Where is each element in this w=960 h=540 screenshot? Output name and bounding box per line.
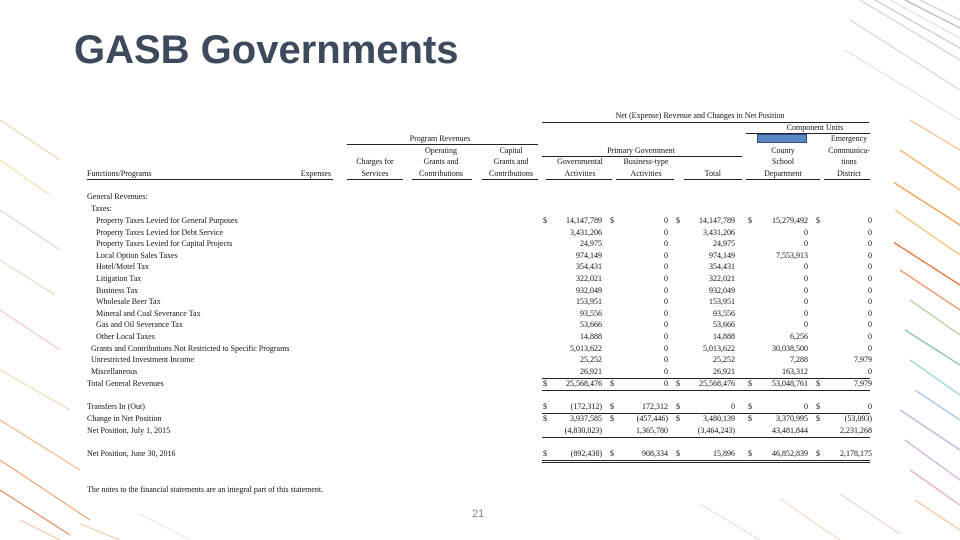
slide-title: GASB Governments (74, 28, 459, 72)
row-value-gov: 14,147,789 (566, 216, 602, 225)
row-value-emg: 0 (868, 239, 872, 249)
row-value-bus: 0 (664, 216, 668, 225)
col-total: Total (704, 169, 721, 178)
row-value-emg: 0 (868, 332, 872, 341)
net-position-header: Net (Expense) Revenue and Changes in Net Position (615, 111, 785, 120)
row-value-emg: 0 (868, 262, 872, 272)
row-value-emg: 0 (868, 227, 872, 237)
decorative-stripes-bottom (80, 494, 900, 540)
row-value-gov: 354,431 (576, 262, 602, 272)
end-label: Net Position, June 30, 2016 (87, 449, 176, 458)
row-value-gov: 53,666 (580, 320, 602, 330)
row-label: Business Tax (96, 285, 139, 295)
row-value-tot: 53,666 (713, 320, 735, 330)
row-label: Litigation Tax (96, 274, 142, 283)
dollar-sign: $ (676, 216, 680, 225)
primary-government-header: Primary Government (607, 146, 675, 155)
row-value-tot: 354,431 (709, 262, 735, 272)
general-revenues-heading: General Revenues: (87, 192, 148, 201)
row-value-bus: 0 (664, 250, 668, 260)
total-general-tot: 25,568,476 (699, 379, 735, 388)
row-label: Local Option Sales Taxes (96, 250, 178, 260)
row-value-gov: 974,149 (576, 250, 602, 260)
row-value-emg: 0 (868, 285, 872, 295)
row-value-bus: 0 (664, 262, 668, 272)
row-value-tot: 26,921 (713, 366, 735, 376)
total-general-bus: 0 (664, 379, 668, 388)
row-value-emg: 0 (868, 308, 872, 318)
row-value-cty: 0 (804, 274, 808, 283)
page-number: 21 (472, 508, 485, 520)
row-value-cty: 0 (804, 297, 808, 307)
row-label: Property Taxes Levied for General Purposes (96, 216, 238, 225)
row-value-cty: 7,553,913 (776, 250, 808, 260)
row-label: Property Taxes Levied for Debt Service (96, 227, 224, 237)
row-value-bus: 0 (664, 227, 668, 237)
change-label: Change in Net Position (87, 414, 162, 423)
row-label: Miscellaneous (91, 366, 138, 376)
row-value-tot: 93,556 (713, 308, 735, 318)
row-value-cty: 6,256 (790, 332, 808, 341)
row-value-bus: 0 (664, 355, 668, 365)
component-units-header: Component Units (786, 123, 844, 132)
row-label: Hotel/Motel Tax (96, 262, 149, 272)
row-label: Wholesale Beer Tax (96, 297, 161, 307)
row-value-bus: 0 (664, 239, 668, 249)
row-value-cty: 0 (804, 262, 808, 272)
row-label: Mineral and Coal Severance Tax (96, 308, 201, 318)
row-value-emg: 0 (868, 320, 872, 330)
row-value-bus: 0 (664, 297, 668, 307)
row-value-bus: 0 (664, 320, 668, 330)
row-value-gov: 26,921 (580, 366, 602, 376)
row-value-tot: 974,149 (709, 250, 735, 260)
highlight-bar (757, 134, 807, 143)
row-value-emg: 0 (868, 216, 872, 225)
row-value-bus: 0 (664, 366, 668, 376)
row-value-emg: 0 (868, 343, 872, 353)
decorative-stripes-left (0, 80, 90, 540)
row-value-bus: 0 (664, 274, 668, 283)
transfers-label: Transfers In (Out) (87, 402, 145, 411)
col-functions: Functions/Programs (87, 169, 152, 178)
row-value-tot: 153,951 (709, 297, 735, 307)
col-expenses: Expenses (300, 169, 331, 178)
row-label: Property Taxes Levied for Capital Projects (96, 239, 233, 249)
row-value-bus: 0 (664, 285, 668, 295)
row-value-emg: 0 (868, 250, 872, 260)
financial-statement: Net (Expense) Revenue and Changes in Net Position Component Units Program Revenues Emergency Primary Government Operating Capital County Communica- Charges for Grants and Grants and Governmental Business-type School tions Functions/Programs Expenses Services Contributions Contributions Activities Activities Total Department District General Revenues: Taxes: Property Taxes Levied for General Purposes 14,147,789 0 14,147,789 15,279,492 0 $ $ $ $ $ Property Taxes Levied for Debt Service 3,431,206 0 3,431,206 0 0 Property Taxes Levied for Capital Projects 24,975 0 24,975 0 0 Local Option Sales Taxes 974,149 0 974,149 7,553,913 0 Hotel/Motel Tax 354,431 0 354,431 0 0 Litigation Tax 322,021 0 322,021 0 0 Business Tax 932,049 0 932,049 0 0 Wholesale Beer Tax 153,951 0 153,951 0 0 Mineral and Coal Severance Tax 93,556 0 93,556 0 0 Gas and Oil Severance Tax 53,666 0 53,666 0 0 Other Local Taxes 14,888 0 14,888 6,256 0 Grants and Contributions Not Restricted to Specific Programs 5,013,622 0 5,013,622 30,038,500 0 Unrestricted Investment Income 25,252 0 25,252 7,288 7,979 Miscellaneous 26,921 0 26,921 163,312 0 Total General Revenues $ 25,568,476 $ 0 $ 25,568,476 $ 53,048,761 $ 7,979 Transfers In (Out) $ (172,312) $ 172,312 $ 0 $ 0 $ 0 Change in Net Position $ 3,937,585 $ (457,446) $ 3,480,139 $ 3,370,995 $ (53,093) Net Position, July 1, 2015 (4,830,023) 1,365,780 (3,464,243) 43,481,844 2,231,268 Net Position, June 30, 2016 $ (892,438) $ 908,334 $ 15,896 $ 46,852,839 $ 2,178,175 The notes to the financial statements are an integral part of this statement. (80, 98, 894, 494)
row-value-tot: 5,013,622 (703, 343, 735, 353)
row-value-cty: 0 (804, 239, 808, 249)
row-value-cty: 163,312 (782, 366, 808, 376)
row-value-cty: 15,279,492 (772, 216, 808, 225)
row-value-cty: 0 (804, 308, 808, 318)
total-general-label: Total General Revenues (87, 379, 164, 388)
row-value-gov: 24,975 (580, 239, 602, 249)
row-label: Gas and Oil Severance Tax (96, 320, 183, 330)
row-value-gov: 14,888 (580, 332, 602, 341)
row-value-cty: 0 (804, 285, 808, 295)
row-value-emg: 0 (868, 274, 872, 283)
begin-label: Net Position, July 1, 2015 (87, 426, 171, 435)
row-label: Other Local Taxes (96, 332, 155, 341)
row-value-tot: 322,021 (709, 274, 735, 283)
row-value-cty: 30,038,500 (772, 343, 808, 353)
total-general-emg: 7,979 (854, 379, 872, 388)
row-value-emg: 0 (868, 297, 872, 307)
program-revenues-header: Program Revenues (409, 134, 471, 143)
row-value-tot: 24,975 (713, 239, 735, 249)
row-value-gov: 25,252 (580, 355, 602, 365)
row-value-bus: 0 (664, 332, 668, 341)
row-value-bus: 0 (664, 308, 668, 318)
row-label: Unrestricted Investment Income (91, 355, 195, 365)
total-general-cty: 53,048,761 (772, 379, 808, 388)
footnote: The notes to the financial statements are an integral part of this statement. (87, 485, 324, 494)
row-value-gov: 93,556 (580, 308, 602, 318)
dollar-sign: $ (748, 216, 752, 225)
row-value-gov: 932,049 (576, 285, 602, 295)
dollar-sign: $ (610, 216, 614, 225)
row-value-tot: 14,147,789 (699, 216, 735, 225)
row-value-gov: 153,951 (576, 297, 602, 307)
row-value-emg: 7,979 (854, 355, 872, 365)
row-value-tot: 25,252 (713, 355, 735, 365)
row-value-gov: 322,021 (576, 274, 602, 283)
row-label: Grants and Contributions Not Restricted to Specific Programs (91, 343, 290, 353)
row-value-emg: 0 (868, 366, 872, 376)
row-value-tot: 932,049 (709, 285, 735, 295)
total-general-gov: 25,568,476 (566, 379, 602, 388)
row-value-gov: 5,013,622 (570, 343, 602, 353)
row-value-bus: 0 (664, 343, 668, 353)
row-value-cty: 0 (804, 227, 808, 237)
row-value-tot: 14,888 (713, 332, 735, 341)
dollar-sign: $ (816, 216, 820, 225)
row-value-tot: 3,431,206 (703, 227, 735, 237)
row-value-gov: 3,431,206 (570, 227, 602, 237)
taxes-heading: Taxes: (91, 204, 112, 213)
dollar-sign: $ (543, 216, 547, 225)
row-value-cty: 7,288 (790, 355, 808, 365)
row-value-cty: 0 (804, 320, 808, 330)
